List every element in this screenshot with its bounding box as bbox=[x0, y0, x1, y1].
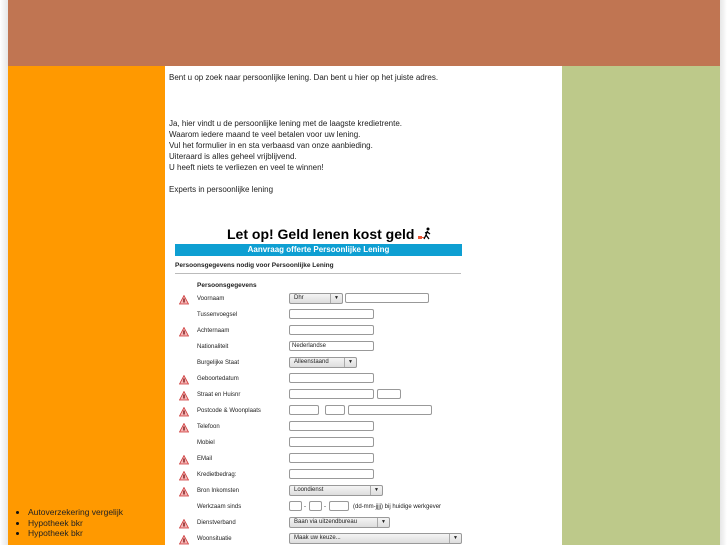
label-telefoon: Telefoon bbox=[197, 424, 220, 430]
woonsituatie-value: Maak uw keuze... bbox=[294, 535, 341, 541]
date-separator: - bbox=[304, 504, 306, 510]
sidebar-link[interactable]: Hypotheek bkr bbox=[16, 518, 123, 529]
alert-icon bbox=[179, 487, 189, 497]
label-postcode: Postcode & Woonplaats bbox=[197, 408, 261, 414]
sidebar-link[interactable]: Hypotheek bkr bbox=[16, 528, 123, 539]
form-banner: Aanvraag offerte Persoonlijke Lening bbox=[175, 244, 462, 256]
alert-icon bbox=[179, 327, 189, 337]
chevron-down-icon: ▼ bbox=[344, 358, 356, 367]
label-straat: Straat en Huisnr bbox=[197, 392, 241, 398]
sidebar-links bbox=[16, 507, 123, 539]
alert-icon bbox=[179, 519, 189, 529]
huisnr-input[interactable] bbox=[377, 389, 401, 399]
nationaliteit-input[interactable] bbox=[289, 341, 374, 351]
alert-icon bbox=[179, 407, 189, 417]
aanhef-select[interactable] bbox=[289, 293, 343, 304]
voornaam-input[interactable] bbox=[345, 293, 429, 303]
label-nationaliteit: Nationaliteit bbox=[197, 344, 229, 350]
divider bbox=[175, 273, 461, 274]
geboortedatum-input[interactable] bbox=[289, 373, 374, 383]
burgerlijke-staat-select[interactable] bbox=[289, 357, 357, 368]
label-woonsituatie: Woonsituatie bbox=[197, 536, 232, 542]
werkzaam-hint: (dd-mm-jjjj) bij huidige werkgever bbox=[353, 504, 442, 510]
intro-text bbox=[169, 72, 438, 83]
postcode-cijfers-input[interactable] bbox=[289, 405, 319, 415]
alert-icon bbox=[179, 535, 189, 545]
label-werkzaam-sinds: Werkzaam sinds bbox=[197, 504, 242, 510]
label-voornaam: Voornaam bbox=[197, 296, 225, 302]
alert-icon bbox=[179, 391, 189, 401]
werkzaam-dag-input[interactable] bbox=[289, 501, 302, 511]
bron-inkomsten-select[interactable] bbox=[289, 485, 383, 496]
achternaam-input[interactable] bbox=[289, 325, 374, 335]
section-title: Persoonsgegevens bbox=[197, 282, 257, 289]
dienstverband-value: Baan via uitzendbureau bbox=[294, 519, 358, 525]
window-edge-left bbox=[0, 0, 8, 545]
running-man-icon bbox=[418, 227, 432, 241]
chevron-down-icon: ▼ bbox=[370, 486, 382, 495]
intro-line: Bent u op zoek naar persoonlijke lening. Dan bent u hier op het juiste adres. bbox=[169, 73, 439, 82]
mobiel-input[interactable] bbox=[289, 437, 374, 447]
alert-icon bbox=[179, 455, 189, 465]
nationaliteit-value: Nederlandse bbox=[292, 343, 327, 349]
warning-heading bbox=[227, 226, 432, 242]
kredietbedrag-input[interactable] bbox=[289, 469, 374, 479]
label-burgerlijke-staat: Burgelijke Staat bbox=[197, 360, 240, 366]
straat-input[interactable] bbox=[289, 389, 374, 399]
page-header bbox=[8, 0, 720, 66]
alert-icon bbox=[179, 295, 189, 305]
label-email: EMail bbox=[197, 456, 213, 462]
label-tussenvoegsel: Tussenvoegsel bbox=[197, 312, 238, 318]
experts-text: Experts in persoonlijke lening bbox=[169, 185, 274, 194]
date-separator: - bbox=[324, 504, 326, 510]
form-subtitle: Persoonsgegevens nodig voor Persoonlijke Lening bbox=[175, 262, 334, 269]
main-content bbox=[165, 66, 562, 545]
label-dienstverband: Dienstverband bbox=[197, 520, 236, 526]
aanhef-value: Dhr bbox=[294, 295, 304, 301]
pitch-line: Vul het formulier in en sta verbaasd van onze aanbieding. bbox=[169, 141, 373, 150]
right-sidebar bbox=[562, 66, 720, 545]
warning-text: Let op! Geld lenen kost geld bbox=[227, 226, 415, 242]
pitch-line: Uiteraard is alles geheel vrijblijvend. bbox=[169, 152, 297, 161]
label-kredietbedrag: Kredietbedrag: bbox=[197, 472, 237, 478]
alert-icon bbox=[179, 423, 189, 433]
alert-icon bbox=[179, 471, 189, 481]
left-sidebar bbox=[8, 66, 165, 545]
sidebar-link[interactable]: Autoverzekering vergelijk bbox=[16, 507, 123, 518]
werkzaam-maand-input[interactable] bbox=[309, 501, 322, 511]
dienstverband-select[interactable] bbox=[289, 517, 390, 528]
label-geboortedatum: Geboortedatum bbox=[197, 376, 239, 382]
label-achternaam: Achternaam bbox=[197, 328, 230, 334]
burgerlijke-staat-value: Alleenstaand bbox=[294, 359, 329, 365]
pitch-text bbox=[169, 118, 402, 173]
pitch-line: U heeft niets te verliezen en veel te winnen! bbox=[169, 163, 324, 172]
email-input[interactable] bbox=[289, 453, 374, 463]
tussenvoegsel-input[interactable] bbox=[289, 309, 374, 319]
chevron-down-icon: ▼ bbox=[449, 534, 461, 543]
postcode-letters-input[interactable] bbox=[325, 405, 345, 415]
label-mobiel: Mobiel bbox=[197, 440, 215, 446]
alert-icon bbox=[179, 375, 189, 385]
window-edge-right bbox=[720, 0, 727, 545]
pitch-line: Waarom iedere maand te veel betalen voor uw lening. bbox=[169, 130, 361, 139]
label-bron-inkomsten: Bron Inkomsten bbox=[197, 488, 240, 494]
woonplaats-input[interactable] bbox=[348, 405, 432, 415]
werkzaam-jaar-input[interactable] bbox=[329, 501, 349, 511]
bron-inkomsten-value: Loondienst bbox=[294, 487, 324, 493]
woonsituatie-select[interactable] bbox=[289, 533, 462, 544]
telefoon-input[interactable] bbox=[289, 421, 374, 431]
chevron-down-icon: ▼ bbox=[330, 294, 342, 303]
pitch-line: Ja, hier vindt u de persoonlijke lening met de laagste kredietrente. bbox=[169, 119, 403, 128]
chevron-down-icon: ▼ bbox=[377, 518, 389, 527]
